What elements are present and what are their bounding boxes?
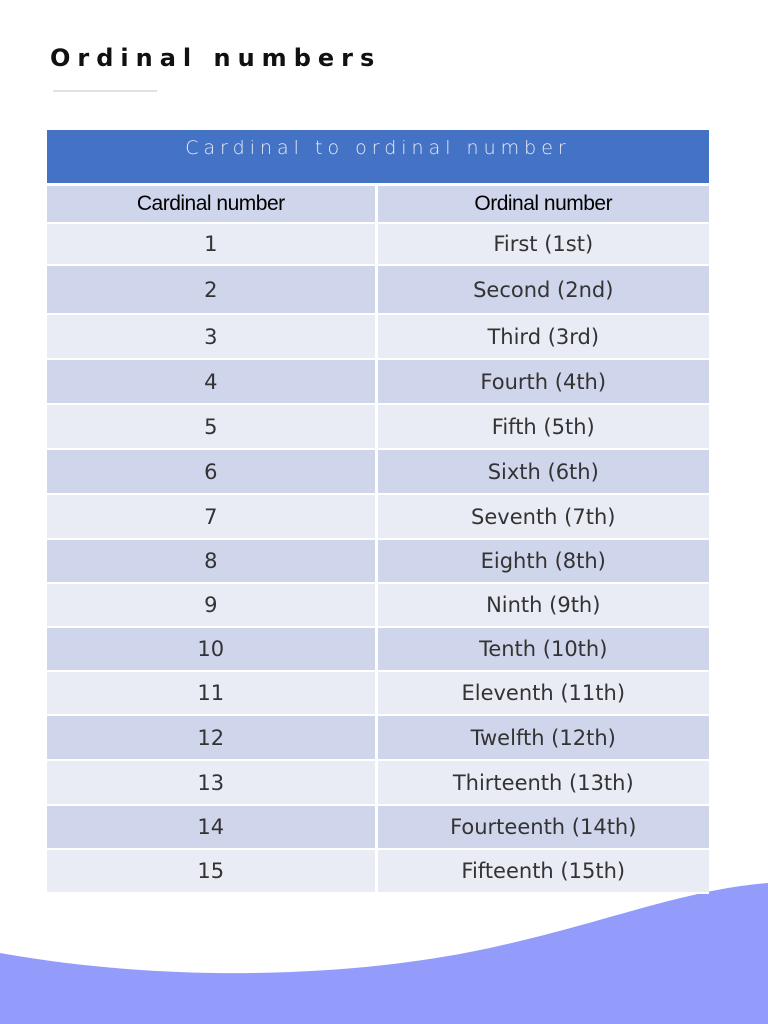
cardinal-cell: 15 bbox=[47, 849, 376, 893]
ordinal-cell: Fifteenth (15th) bbox=[376, 849, 709, 893]
ordinal-cell: Fourteenth (14th) bbox=[376, 805, 709, 849]
cardinal-cell: 8 bbox=[47, 539, 376, 583]
column-header-cardinal: Cardinal number bbox=[47, 186, 376, 223]
cardinal-cell: 4 bbox=[47, 359, 376, 404]
cardinal-cell: 11 bbox=[47, 671, 376, 715]
ordinal-cell: Seventh (7th) bbox=[376, 494, 709, 539]
ordinal-table-grid bbox=[47, 186, 709, 894]
table-row bbox=[47, 760, 709, 805]
ordinal-cell: Twelfth (12th) bbox=[376, 715, 709, 760]
wave-shape bbox=[0, 883, 768, 1024]
table-row bbox=[47, 449, 709, 494]
table-row bbox=[47, 849, 709, 893]
ordinal-cell: Second (2nd) bbox=[376, 265, 709, 314]
ordinal-cell: Third (3rd) bbox=[376, 314, 709, 359]
cardinal-cell: 7 bbox=[47, 494, 376, 539]
table-row bbox=[47, 539, 709, 583]
table-row bbox=[47, 805, 709, 849]
cardinal-cell: 14 bbox=[47, 805, 376, 849]
table-row bbox=[47, 715, 709, 760]
ordinal-cell: Fourth (4th) bbox=[376, 359, 709, 404]
cardinal-cell: 5 bbox=[47, 404, 376, 449]
cardinal-cell: 13 bbox=[47, 760, 376, 805]
cardinal-cell: 6 bbox=[47, 449, 376, 494]
page-title: Ordinal numbers bbox=[50, 44, 382, 72]
table-row bbox=[47, 223, 709, 265]
ordinal-cell: Thirteenth (13th) bbox=[376, 760, 709, 805]
table-row bbox=[47, 494, 709, 539]
title-divider bbox=[53, 90, 157, 92]
table-caption: Cardinal to ordinal number bbox=[47, 130, 709, 183]
ordinal-cell: Fifth (5th) bbox=[376, 404, 709, 449]
table-row bbox=[47, 671, 709, 715]
ordinal-cell: Eighth (8th) bbox=[376, 539, 709, 583]
ordinal-cell: Eleventh (11th) bbox=[376, 671, 709, 715]
table-row bbox=[47, 265, 709, 314]
cardinal-cell: 12 bbox=[47, 715, 376, 760]
ordinal-cell: First (1st) bbox=[376, 223, 709, 265]
ordinal-cell: Tenth (10th) bbox=[376, 627, 709, 671]
table-row bbox=[47, 404, 709, 449]
table-row bbox=[47, 359, 709, 404]
cardinal-cell: 10 bbox=[47, 627, 376, 671]
cardinal-cell: 9 bbox=[47, 583, 376, 627]
cardinal-cell: 3 bbox=[47, 314, 376, 359]
ordinal-cell: Sixth (6th) bbox=[376, 449, 709, 494]
table-header-row bbox=[47, 186, 709, 223]
cardinal-cell: 2 bbox=[47, 265, 376, 314]
table-row bbox=[47, 627, 709, 671]
table-row bbox=[47, 583, 709, 627]
ordinal-cell: Ninth (9th) bbox=[376, 583, 709, 627]
cardinal-cell: 1 bbox=[47, 223, 376, 265]
column-header-ordinal: Ordinal number bbox=[376, 186, 709, 223]
table-row bbox=[47, 314, 709, 359]
ordinal-table bbox=[47, 130, 709, 894]
